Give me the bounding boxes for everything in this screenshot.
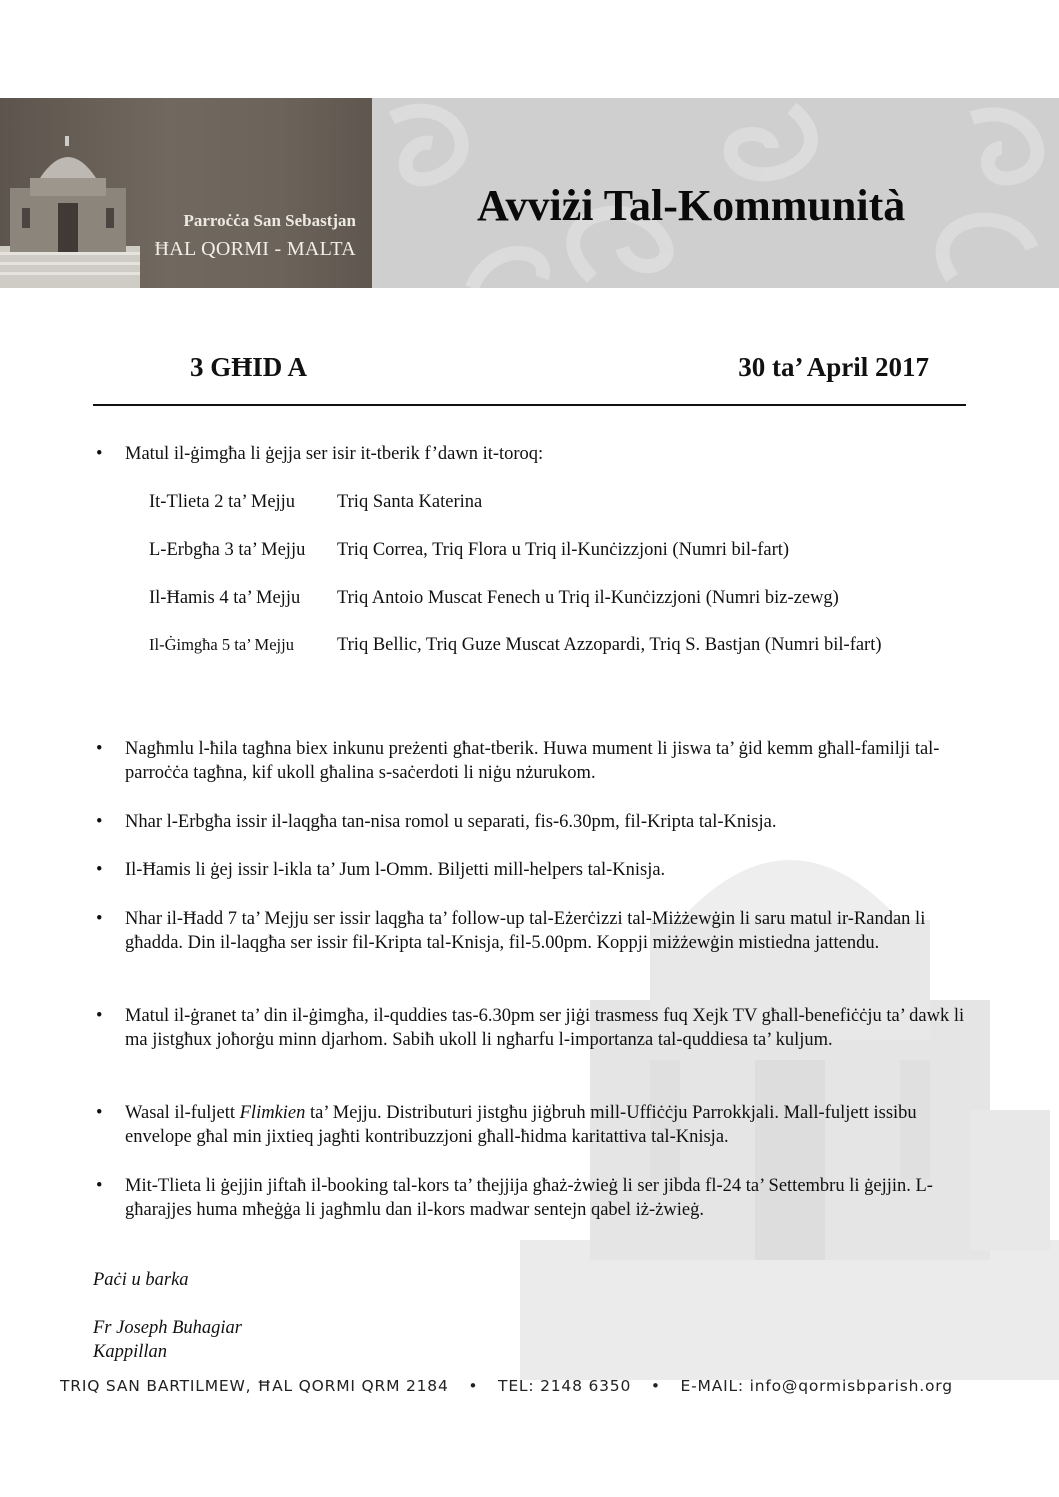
signoff-greeting: Paċi u barka [93, 1270, 189, 1290]
parish-logo-panel [0, 98, 372, 288]
footer-contact [60, 1377, 953, 1395]
church-illustration-icon [0, 128, 140, 288]
header-banner [0, 98, 1059, 288]
footer-phone: TEL: 2148 6350 [498, 1377, 632, 1395]
publication-title: Flimkien [239, 1103, 306, 1123]
divider [93, 404, 966, 406]
bullet-separator-icon: • [650, 1377, 661, 1395]
bullet-icon: • [96, 739, 103, 759]
liturgical-week: 3 GĦID A [190, 352, 308, 382]
bullet-icon: • [96, 909, 103, 929]
signoff-role: Kappillan [93, 1342, 168, 1362]
bullet-separator-icon: • [468, 1377, 479, 1395]
bullet-icon: • [96, 444, 103, 464]
parish-name: Parroċċa San Sebastjan [183, 211, 356, 230]
bullet-icon: • [96, 812, 103, 832]
bullet-icon: • [96, 860, 103, 880]
page-title: Avviżi Tal-Kommunità [477, 181, 906, 230]
parish-location: ĦAL QORMI - MALTA [154, 238, 356, 260]
signoff-name: Fr Joseph Buhagiar [93, 1318, 243, 1338]
bullet-icon: • [96, 1176, 103, 1196]
footer-address: TRIQ SAN BARTILMEW, ĦAL QORMI QRM 2184 [60, 1377, 449, 1395]
title-panel [372, 98, 1059, 288]
bullet-icon: • [96, 1006, 103, 1026]
bulletin-date: 30 ta’ April 2017 [738, 352, 929, 382]
bullet-icon: • [96, 1103, 103, 1123]
footer-email[interactable]: E-MAIL: info@qormisbparish.org [680, 1377, 953, 1395]
